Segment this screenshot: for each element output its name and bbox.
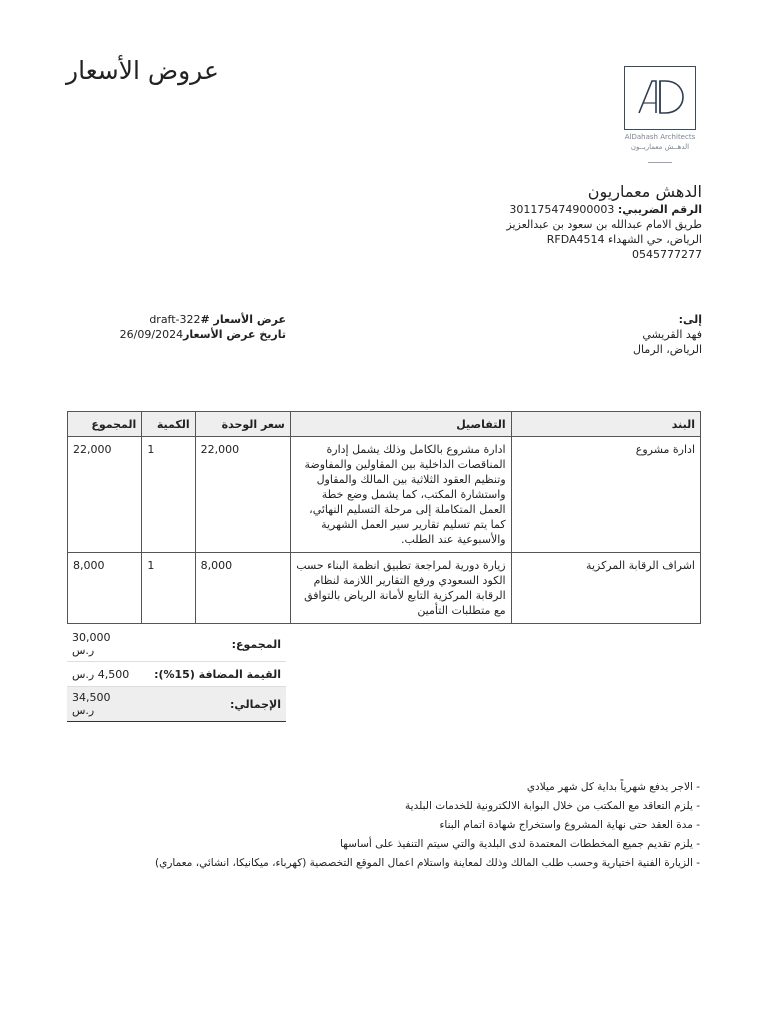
grand-total-row (67, 687, 286, 722)
note-item: - الزيارة الفنية اختيارية وحسب طلب المالك وذلك لمعاينة واستلام اعمال الموقع التخصصية (كهرباء، ميكانيكا، انشائي، معماري) (155, 857, 700, 869)
note-item: - مدة العقد حتى نهاية المشروع واستخراج شهادة اتمام البناء (439, 819, 700, 831)
note-item: - يلزم تقديم جميع المخططات المعتمدة لدى البلدية والتي سيتم التنفيذ على أساسها (340, 838, 700, 850)
row-total: 8,000 (68, 553, 142, 624)
recipient-location: الرياض، الرمال (633, 343, 702, 356)
subtotal-value: 30,000 ر.س (67, 627, 136, 662)
recipient-label: إلى: (678, 313, 702, 326)
company-name: الدهش معماريون (587, 182, 702, 201)
logo-name-en: AlDahash Architects (624, 133, 696, 141)
row-unit-price: 8,000 (195, 553, 290, 624)
row-unit-price: 22,000 (195, 437, 290, 553)
quote-date-row (86, 327, 286, 342)
quote-number-row (86, 312, 286, 327)
subtotal-label: المجموع: (136, 627, 286, 662)
note-item: - الاجر يدفع شهرياً بداية كل شهر ميلادي (526, 781, 700, 793)
quote-date: 26/09/2024 (119, 328, 184, 341)
table-row (68, 437, 701, 553)
row-qty: 1 (142, 437, 195, 553)
table-header-row (68, 412, 701, 437)
quote-meta (86, 312, 286, 342)
grand-total-label: الإجمالي: (136, 687, 286, 722)
company-phone: 0545777277 (632, 248, 702, 261)
company-logo (624, 66, 696, 130)
recipient-block (633, 312, 702, 357)
header-item: البند (511, 412, 700, 437)
row-details: ادارة مشروع بالكامل وذلك يشمل إدارة المناقصات الداخلية بين المقاولين والمفاوضة وتنظيم العقود الثلاثية بين المالك والمقاول واستشارة المكتب، كما يشمل وضع خطة العمل المتكاملة إلى مرحلة التسليم النهائي، كما يتم تسليم تقارير سير العمل الشهرية والأسبوعية عند الطلب. (290, 437, 511, 553)
logo-mark-icon (625, 67, 695, 129)
page-title: عروض الأسعار (66, 56, 219, 85)
header-unit-price: سعر الوحدة (195, 412, 290, 437)
items-table (67, 411, 701, 624)
note-item: - يلزم التعاقد مع المكتب من خلال البوابة الالكترونية للخدمات البلدية (405, 800, 700, 812)
header-qty: الكمية (142, 412, 195, 437)
row-details: زيارة دورية لمراجعة تطبيق انظمة البناء حسب الكود السعودي ورفع التقارير اللازمة لنظام الرقابة المركزية التابع لأمانة الرياض بالتوافق مع متطلبات التأمين (290, 553, 511, 624)
company-tax-line (506, 202, 702, 217)
recipient-name: فهد القريشي (642, 328, 702, 341)
header-total: المجموع (68, 412, 142, 437)
table-row (68, 553, 701, 624)
logo-name-ar: الدهــش معماريــون (630, 143, 690, 151)
company-address-1: طريق الامام عبدالله بن سعود بن عبدالعزيز (506, 218, 702, 231)
logo-divider (648, 162, 672, 163)
row-total: 22,000 (68, 437, 142, 553)
grand-total-value: 34,500 ر.س (67, 687, 136, 722)
header-details: التفاصيل (290, 412, 511, 437)
quote-number-label: عرض الأسعار # (200, 313, 286, 326)
tax-label: الرقم الضريبي: (617, 203, 702, 216)
vat-label: القيمة المضافة (15%): (136, 662, 286, 687)
quote-number: draft-322 (149, 313, 201, 326)
company-address-2: الرياض، حي الشهداء RFDA4514 (546, 233, 702, 246)
subtotal-row (67, 627, 286, 662)
quote-date-label: تاريخ عرض الأسعار (183, 328, 286, 341)
vat-value: 4,500 ر.س (67, 662, 136, 687)
row-qty: 1 (142, 553, 195, 624)
vat-row (67, 662, 286, 687)
totals-table (67, 627, 286, 722)
tax-number: 301175474900003 (509, 203, 615, 216)
terms-notes (60, 778, 700, 873)
row-item: اشراف الرقابة المركزية (511, 553, 700, 624)
row-item: ادارة مشروع (511, 437, 700, 553)
company-info (506, 182, 702, 262)
